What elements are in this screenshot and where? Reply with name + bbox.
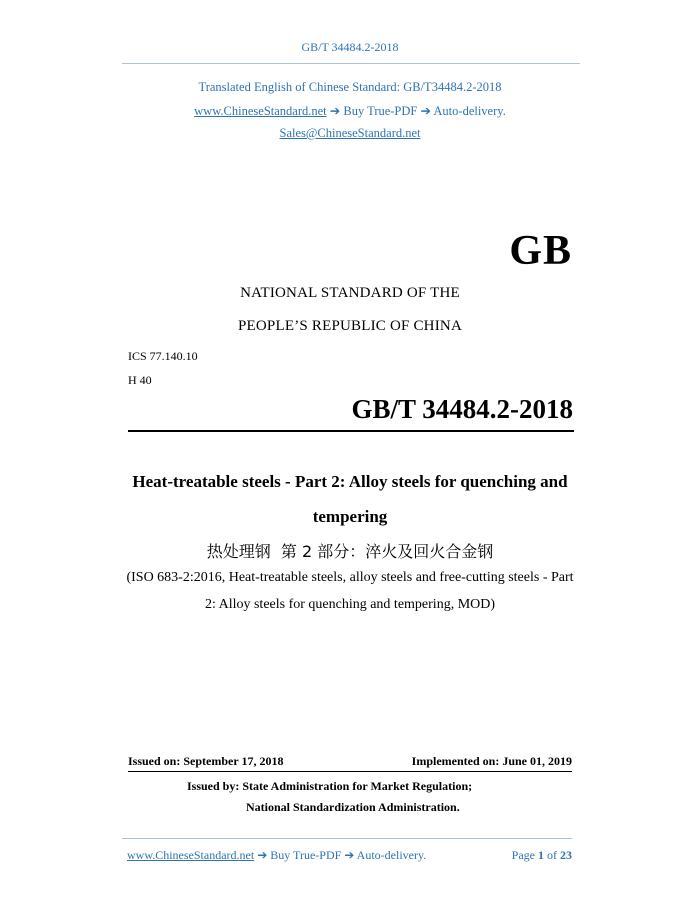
buy-text: ➔ Buy True-PDF ➔ Auto-delivery. [329,104,506,118]
implemented-on: Implemented on: June 01, 2019 [411,754,572,768]
translation-notice: Translated English of Chinese Standard: GB/T34484.2-2018 [198,80,502,94]
issued-on: Issued on: September 17, 2018 [128,754,284,768]
title-zh: 热处理钢 第 2 部分：淬火及回火合金钢 [206,542,494,561]
issue-rule [128,771,572,772]
footer-divider [122,838,572,839]
site-link[interactable]: www.ChineseStandard.net [194,104,327,118]
header-standard-code: GB/T 34484.2-2018 [301,40,399,54]
issued-by-line1: Issued by: State Administration for Market Regulation; [187,779,473,793]
ics-code: ICS 77.140.10 [128,349,198,363]
standard-number: GB/T 34484.2-2018 [351,394,573,424]
footer-purchase-line [127,848,426,863]
header-divider [122,63,580,64]
purchase-line [0,103,700,119]
footer-buy-text: ➔ Buy True-PDF ➔ Auto-delivery. [257,848,427,862]
iso-reference-line1: (ISO 683-2:2016, Heat-treatable steels, alloy steels and free-cutting steels - Part [126,570,574,585]
page-current: 1 [538,848,544,862]
ccs-code: H 40 [128,373,152,387]
email-link[interactable]: Sales@ChineseStandard.net [279,126,421,140]
page-indicator [512,848,572,863]
title-en-line2: tempering [312,507,388,526]
page-of: of [547,848,557,862]
page-word: Page [511,848,535,862]
iso-reference-line2: 2: Alloy steels for quenching and tempering, MOD) [204,597,496,612]
footer-site-link[interactable]: www.ChineseStandard.net [127,848,255,862]
page-total: 23 [560,848,572,862]
gb-mark: GB [509,228,572,274]
email-line [0,126,700,141]
issued-by-line2: National Standardization Administration. [246,800,460,814]
title-en-line1: Heat-treatable steels - Part 2: Alloy steels for quenching and [132,472,568,491]
national-standard-line2: PEOPLE’S REPUBLIC OF CHINA [238,318,462,334]
national-standard-line1: NATIONAL STANDARD OF THE [240,285,460,301]
title-rule [128,430,574,432]
